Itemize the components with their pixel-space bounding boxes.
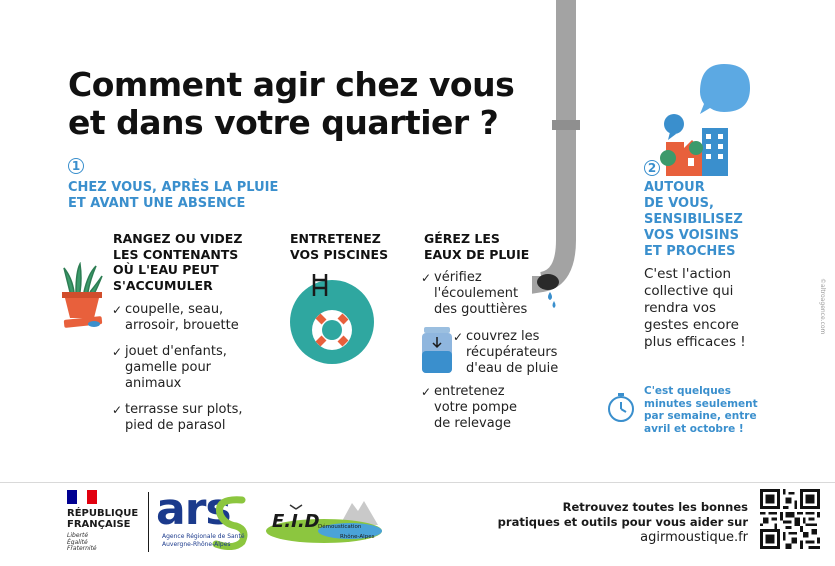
section-number-1: 1	[68, 158, 84, 174]
agirmoustique-link[interactable]: agirmoustique.fr	[640, 530, 748, 545]
stopwatch-icon	[604, 390, 638, 424]
col1-item-1: ✓ coupelle, seau, arrosoir, brouette	[112, 302, 239, 333]
col1-item-2: ✓ jouet d'enfants, gamelle pour animaux	[112, 344, 227, 391]
page-title: Comment agir chez vous et dans votre quartier ?	[68, 65, 515, 142]
neighborhood-chat-icon	[660, 58, 760, 178]
eid-logo-text: E.I.D	[272, 511, 320, 532]
section-2-body: C'est l'action collective qui rendra vos gestes encore plus efficaces !	[644, 266, 746, 350]
plant-pot-icon	[58, 262, 106, 334]
col1-item-3: ✓ terrasse sur plots, pied de parasol	[112, 402, 243, 433]
republique-francaise-text: RÉPUBLIQUE FRANÇAISE	[67, 508, 139, 530]
section-1-heading: CHEZ VOUS, APRÈS LA PLUIE ET AVANT UNE ABSENCE	[68, 180, 279, 211]
check-icon: ✓	[112, 403, 123, 417]
qr-code[interactable]	[760, 489, 820, 549]
ars-logo: ars	[156, 484, 231, 535]
timer-note: C'est quelques minutes seulement par semaine, entre avril et octobre !	[644, 385, 758, 435]
marianne-logo	[67, 490, 97, 504]
col2-heading: ENTRETENEZ VOS PISCINES	[290, 231, 389, 262]
republique-motto: Liberté Égalité Fraternité	[67, 532, 97, 552]
pool-lifebuoy-icon	[284, 270, 380, 366]
section-2-heading: AUTOUR DE VOUS, SENSIBILISEZ VOS VOISINS ET PROCHES	[644, 180, 743, 259]
eid-subtitle: Démoustication Rhône-Alpes	[318, 524, 375, 540]
logo-separator	[148, 492, 149, 552]
check-icon: ✓	[453, 330, 464, 344]
ars-subtitle: Agence Régionale de Santé Auvergne-Rhône-Alpes	[162, 533, 245, 548]
section-number-2: 2	[644, 160, 660, 176]
col3-heading: GÉREZ LES EAUX DE PLUIE	[424, 231, 530, 262]
check-icon: ✓	[421, 271, 432, 285]
check-icon: ✓	[421, 385, 432, 399]
drainpipe-illustration	[520, 0, 590, 310]
check-icon: ✓	[112, 345, 123, 359]
check-icon: ✓	[112, 303, 123, 317]
col1-heading: RANGEZ OU VIDEZ LES CONTENANTS OÙ L'EAU PEUT S'ACCUMULER	[113, 231, 243, 293]
col3-item-3: ✓ entretenez votre pompe de relevage	[421, 384, 518, 431]
col3-item-1: ✓ vérifiez l'écoulement des gouttières	[421, 270, 528, 317]
side-credit: ©altroagence.com	[819, 278, 826, 335]
footer-divider	[0, 482, 835, 483]
footer-cta: Retrouvez toutes les bonnes pratiques et outils pour vous aider sur	[497, 500, 748, 529]
col3-item-2: ✓ couvrez les récupérateurs d'eau de pluie	[453, 329, 559, 376]
rain-barrel-icon	[420, 325, 454, 375]
